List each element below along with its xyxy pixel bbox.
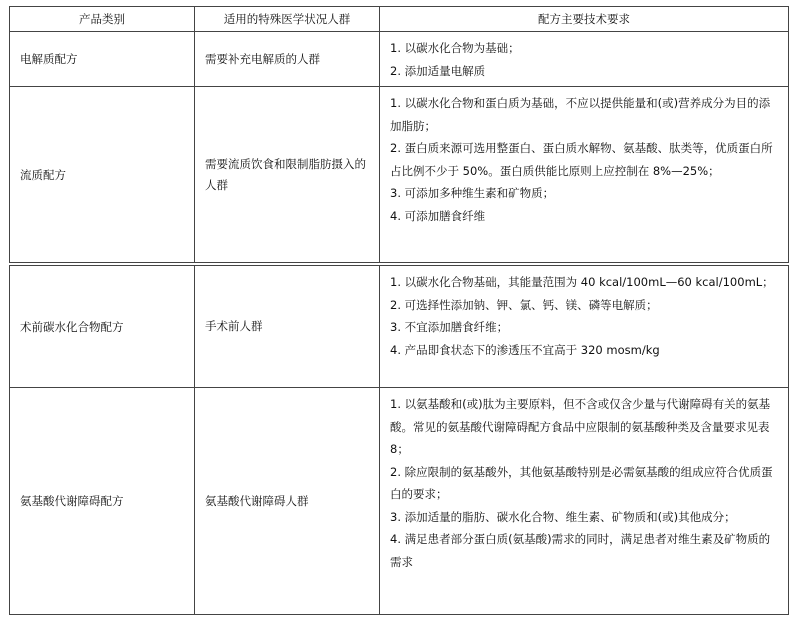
table-row <box>10 32 789 87</box>
requirements-cell <box>380 388 789 615</box>
table-header-row <box>10 7 789 32</box>
table-row <box>10 266 789 388</box>
category-cell: 术前碳水化合物配方 <box>10 266 195 388</box>
requirements-list <box>390 393 778 573</box>
requirements-list <box>390 92 778 227</box>
requirement-item: 2. 蛋白质来源可选用整蛋白、蛋白质水解物、氨基酸、肽类等，优质蛋白所占比例不少于 50%。蛋白质供能比原则上应控制在 8%—25%； <box>390 141 773 178</box>
category-cell: 流质配方 <box>10 87 195 263</box>
requirement-item: 4. 产品即食状态下的渗透压不宜高于 320 mosm/kg <box>390 342 660 357</box>
requirement-item: 1. 以氨基酸和(或)肽为主要原料，但不含或仅含少量与代谢障碍有关的氨基酸。常见的氨基酸代谢障碍配方食品中应限制的氨基酸种类及含量要求见表 8； <box>390 397 771 456</box>
table-row <box>10 87 789 263</box>
category-cell: 电解质配方 <box>10 32 195 87</box>
header-product-category: 产品类别 <box>10 7 195 32</box>
population-cell: 需要补充电解质的人群 <box>195 32 380 87</box>
table-row <box>10 388 789 615</box>
requirements-cell <box>380 266 789 388</box>
requirement-item: 1. 以碳水化合物和蛋白质为基础，不应以提供能量和(或)营养成分为目的添加脂肪； <box>390 96 771 133</box>
requirement-item: 3. 可添加多种维生素和矿物质； <box>390 186 555 200</box>
requirement-item: 2. 添加适量电解质 <box>390 63 486 78</box>
requirement-item: 2. 除应限制的氨基酸外，其他氨基酸特别是必需氨基酸的组成应符合优质蛋白的要求； <box>390 464 773 501</box>
requirement-item: 4. 可添加膳食纤维 <box>390 208 486 223</box>
population-cell: 需要流质饮食和限制脂肪摄入的人群 <box>195 87 380 263</box>
requirements-cell <box>380 87 789 263</box>
requirements-list <box>390 37 778 82</box>
category-cell: 氨基酸代谢障碍配方 <box>10 388 195 615</box>
requirements-cell <box>380 32 789 87</box>
population-cell: 氨基酸代谢障碍人群 <box>195 388 380 615</box>
header-applicable-population: 适用的特殊医学状况人群 <box>195 7 380 32</box>
requirement-item: 4. 满足患者部分蛋白质(氨基酸)需求的同时，满足患者对维生素及矿物质的需求 <box>390 532 771 569</box>
requirements-list <box>390 271 778 361</box>
population-cell: 手术前人群 <box>195 266 380 388</box>
requirement-item: 1. 以碳水化合物为基础； <box>390 41 520 55</box>
header-technical-requirements: 配方主要技术要求 <box>380 7 789 32</box>
formula-requirements-table <box>9 6 789 615</box>
requirement-item: 2. 可选择性添加钠、钾、氯、钙、镁、磷等电解质； <box>390 297 658 312</box>
requirement-item: 3. 不宜添加膳食纤维； <box>390 320 509 334</box>
requirement-item: 3. 添加适量的脂肪、碳水化合物、维生素、矿物质和(或)其他成分； <box>390 509 736 524</box>
requirement-item: 1. 以碳水化合物基础，其能量范围为 40 kcal/100mL—60 kcal/100mL； <box>390 275 774 289</box>
